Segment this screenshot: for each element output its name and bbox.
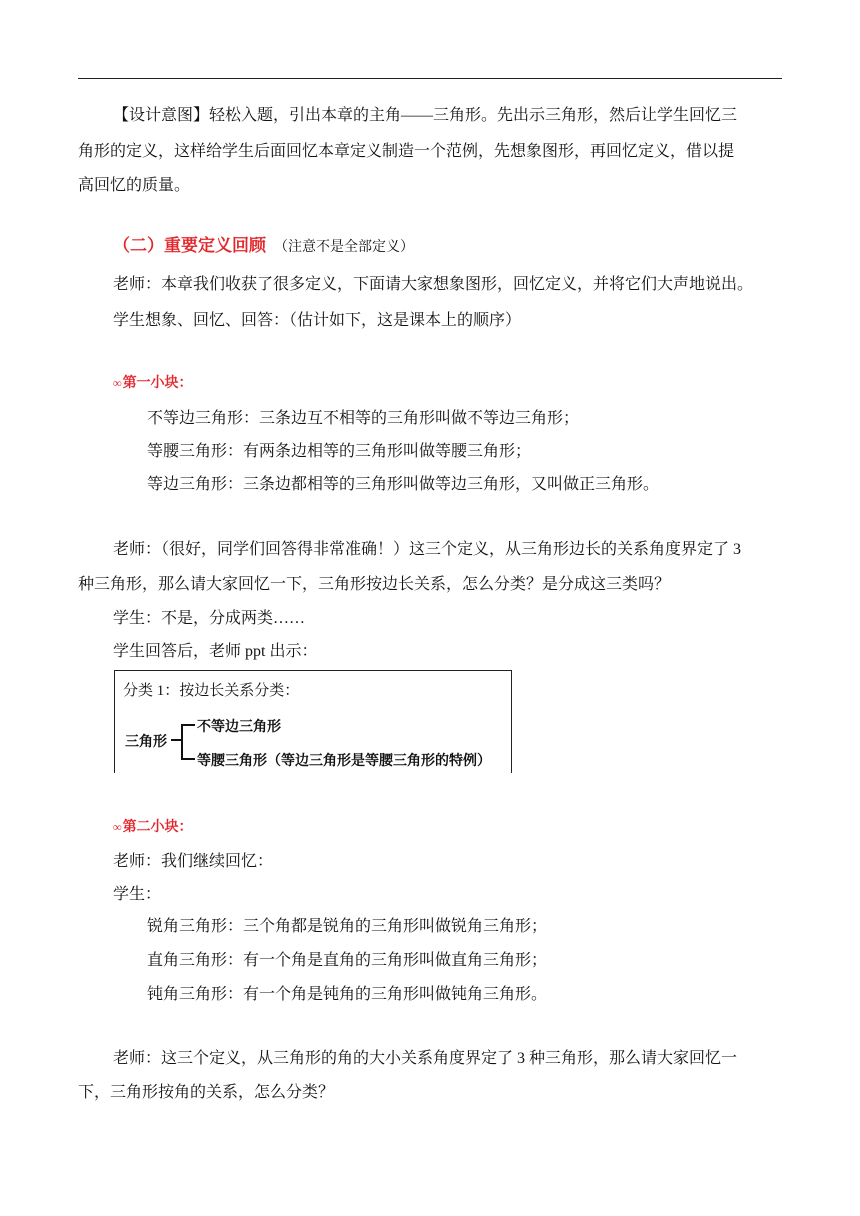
design-intent-line1: 【设计意图】轻松入题，引出本章的主角——三角形。先出示三角形，然后让学生回忆三 <box>113 107 738 124</box>
tree-bracket <box>181 724 183 759</box>
branch-scalene: 不等边三角形 <box>197 719 281 735</box>
block1-title: 第一小块： <box>122 376 193 391</box>
teacher-prompt-1: 老师：本章我们收获了很多定义，下面请大家想象图形，回忆定义，并将它们大声地说出。 <box>113 276 754 293</box>
ornament-icon: ∞ <box>113 376 122 390</box>
classification-heading: 分类 1：按边长关系分类： <box>123 683 300 699</box>
definition-right: 直角三角形：有一个角是直角的三角形叫做直角三角形； <box>147 952 548 969</box>
teacher-prompt-4a: 老师：这三个定义，从三角形的角的大小关系角度界定了 3 种三角形，那么请大家回忆一 <box>113 1050 738 1067</box>
definition-isosceles: 等腰三角形：有两条边相等的三角形叫做等腰三角形； <box>147 443 532 460</box>
design-intent-line3: 高回忆的质量。 <box>78 177 191 194</box>
branch-isosceles: 等腰三角形（等边三角形是等腰三角形的特例） <box>197 753 491 769</box>
teacher-prompt-4b: 下，三角形按角的关系，怎么分类？ <box>78 1084 335 1101</box>
classification-root: 三角形 <box>125 734 167 750</box>
definition-acute: 锐角三角形：三个角都是锐角的三角形叫做锐角三角形； <box>147 918 548 935</box>
definition-obtuse: 钝角三角形：有一个角是钝角的三角形叫做钝角三角形。 <box>147 986 548 1003</box>
classification-box <box>114 670 512 773</box>
header-rule <box>78 78 782 79</box>
students-answer-1: 学生想象、回忆、回答：（估计如下，这是课本上的顺序） <box>113 312 522 329</box>
teacher-prompt-2b: 种三角形，那么请大家回忆一下，三角形按边长关系，怎么分类？是分成这三类吗？ <box>78 576 671 593</box>
tree-branch-bottom <box>181 758 195 760</box>
student-label-3: 学生： <box>113 886 162 903</box>
block1-heading <box>113 374 193 393</box>
block2-title: 第二小块： <box>122 820 193 835</box>
section-heading <box>113 236 414 258</box>
student-answer-2: 学生：不是，分成两类…… <box>113 610 306 627</box>
teacher-prompt-2a: 老师：（很好，同学们回答得非常准确！）这三个定义，从三角形边长的关系角度界定了 3 <box>113 541 742 558</box>
design-intent-line2: 角形的定义，这样给学生后面回忆本章定义制造一个范例，先想象图形，再回忆定义，借以提 <box>78 143 735 160</box>
section-note: （注意不是全部定义） <box>274 240 414 255</box>
definition-equilateral: 等边三角形：三条边都相等的三角形叫做等边三角形，又叫做正三角形。 <box>147 476 660 493</box>
section-title: （二）重要定义回顾 <box>113 236 266 255</box>
teacher-prompt-3: 老师：我们继续回忆： <box>113 853 274 870</box>
block2-heading <box>113 818 193 837</box>
tree-branch-top <box>181 724 195 726</box>
ppt-intro: 学生回答后，老师 ppt 出示： <box>113 643 318 660</box>
definition-scalene: 不等边三角形：三条边互不相等的三角形叫做不等边三角形； <box>147 410 580 427</box>
tree-connector <box>171 739 181 741</box>
ornament-icon: ∞ <box>113 820 122 834</box>
